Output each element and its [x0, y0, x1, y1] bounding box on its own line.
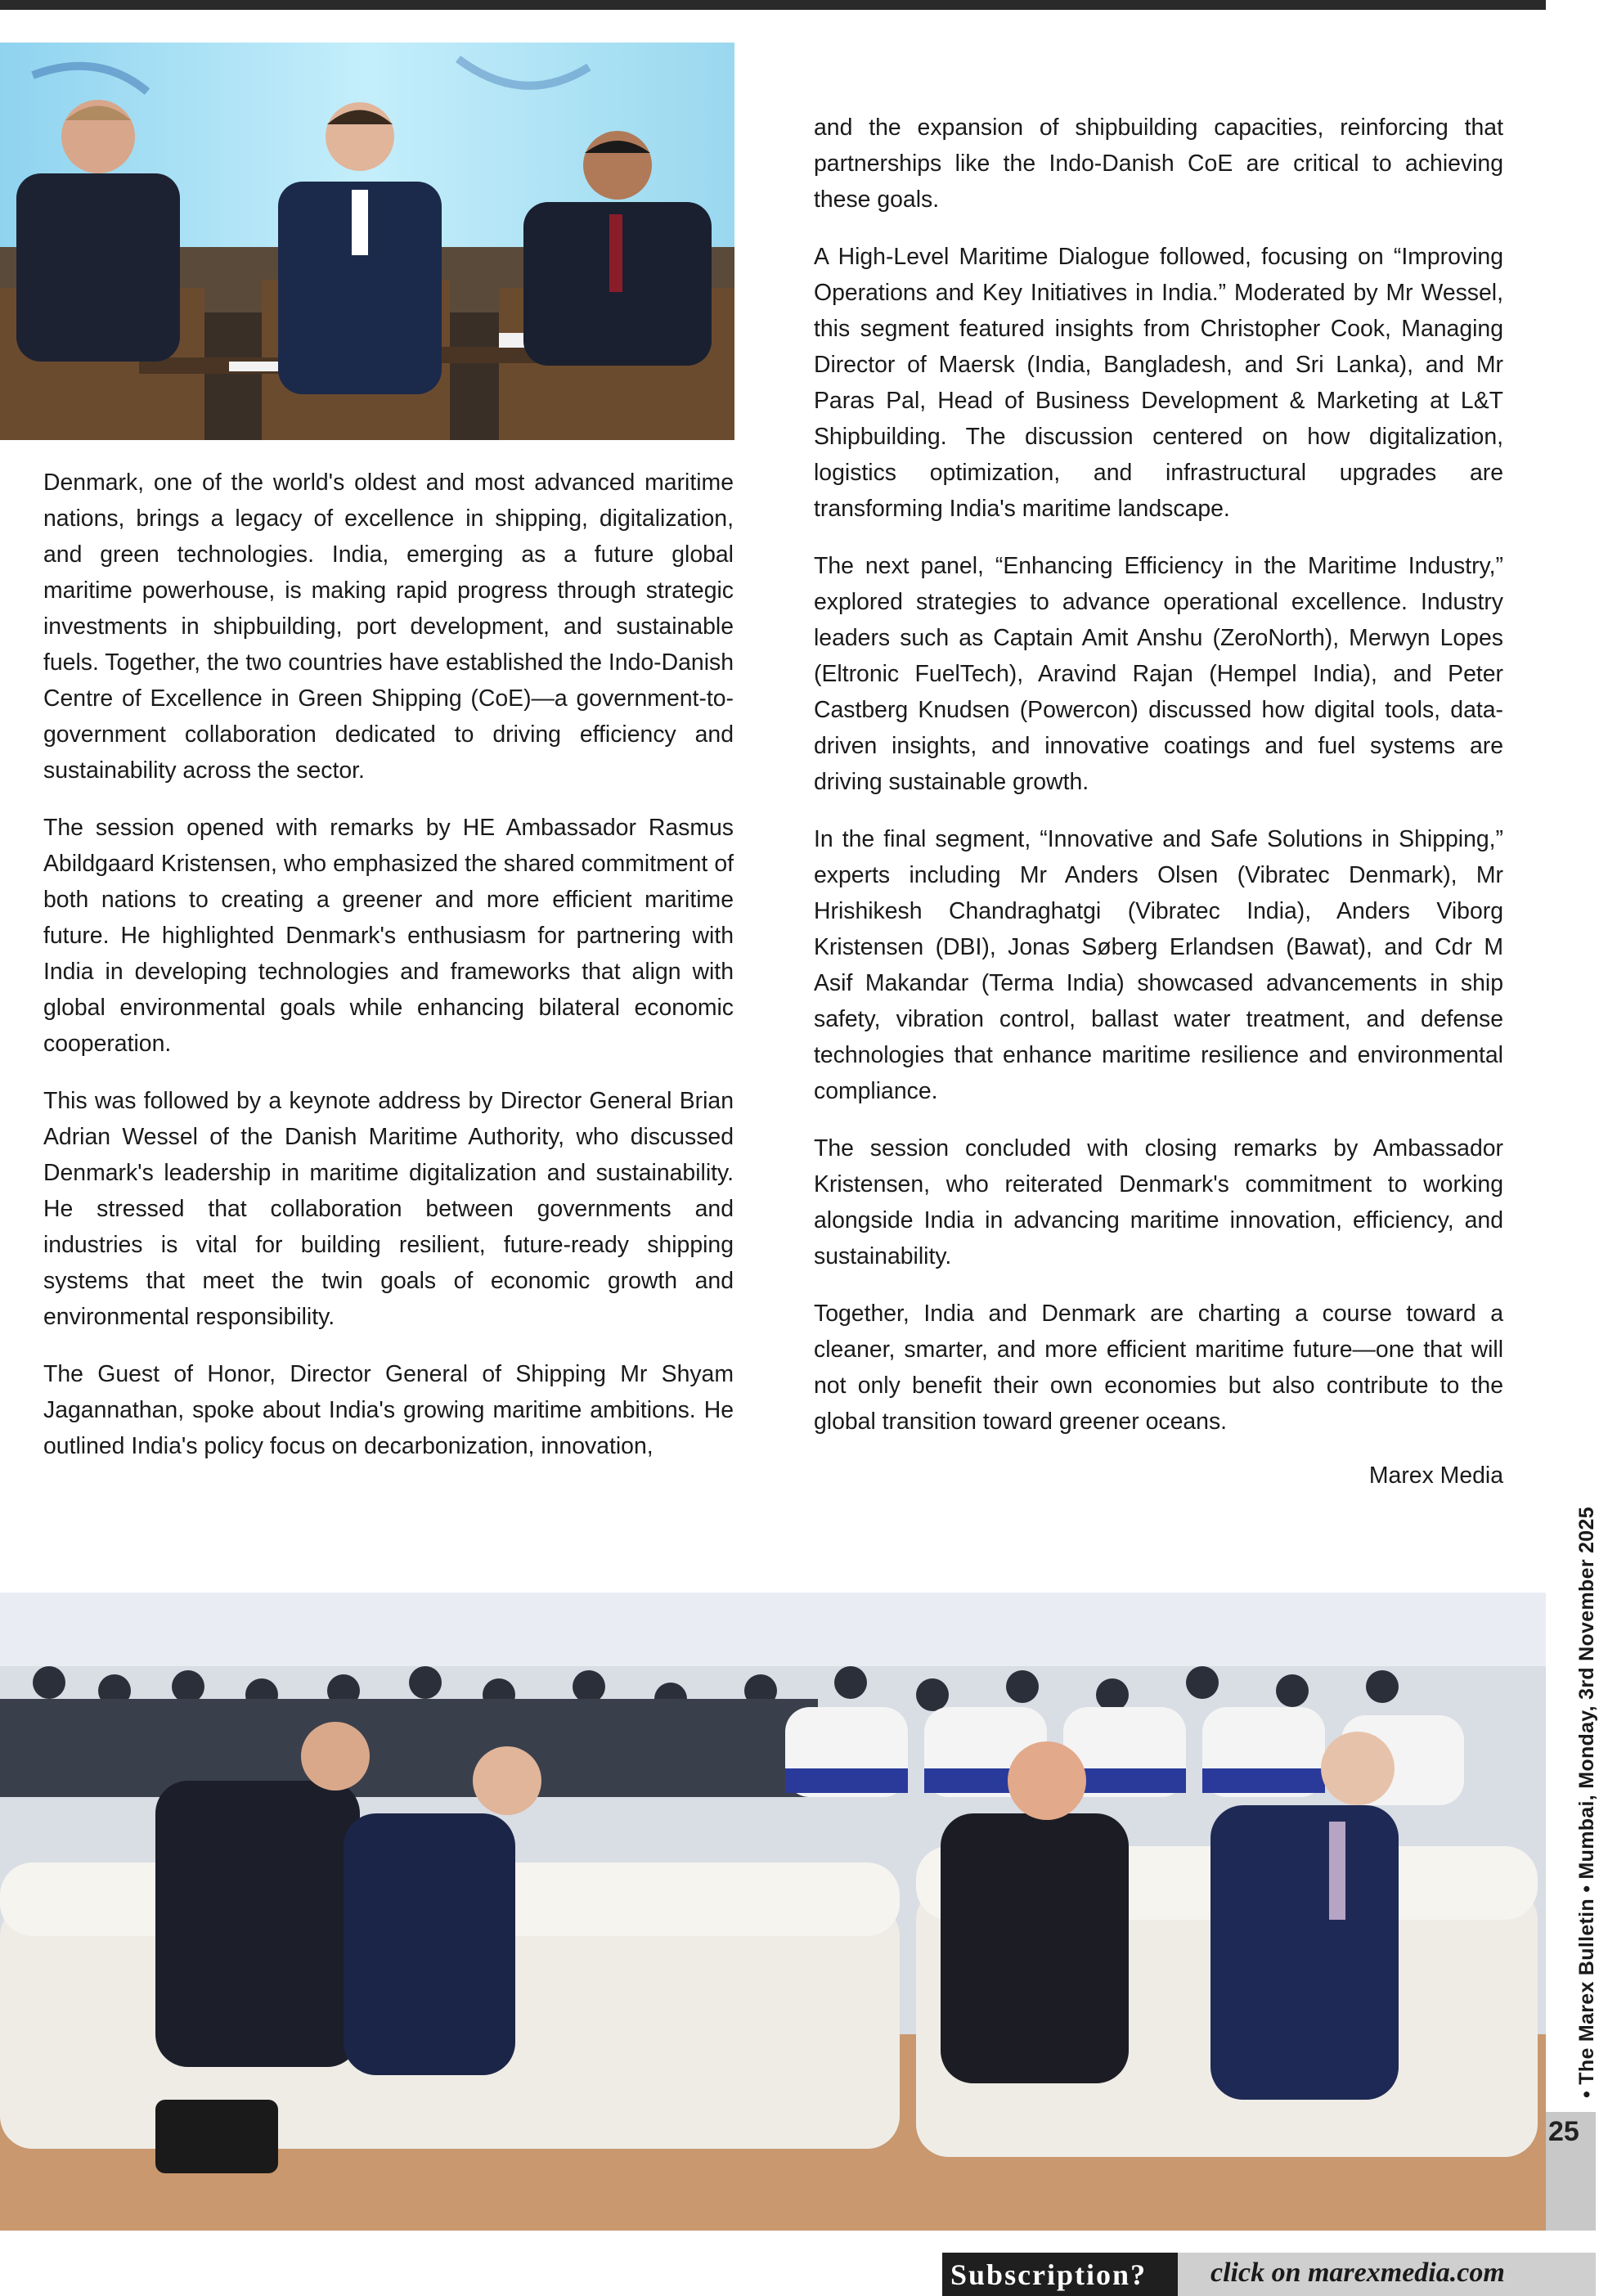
paragraph-safe-solutions: In the final segment, “Innovative and Safe Solutions in Shipping,” experts including Mr Anders Olsen (Vibratec Denmark), Mr Hrishikesh Chandraghatgi (Vibratec India), Anders Viborg Kristensen (DBI), Jonas Søberg Erlandsen (Bawat), and Cdr M Asif Makandar (Terma India) showcased advancements in ship safety, vibration control, ballast water treatment, and defense technologies that enhance maritime resilience and environmental compliance. [814, 826, 1503, 1104]
paragraph-efficiency-panel: The next panel, “Enhancing Efficiency in the Maritime Industry,” explored strategies to advance operational excellence. Industry leaders such as Captain Amit Anshu (ZeroNorth), Merwyn Lopes (Eltronic FuelTech), Aravind Rajan (Hempel India), and Peter Castberg Knudsen (Powercon) discussed how digital tools, data-driven insights, and innovative coatings and fuel systems are driving sustainable growth. [814, 553, 1503, 795]
panel-photo-illustration [0, 43, 734, 440]
article-right-column [814, 110, 1503, 1515]
paragraph-guest-of-honor: The Guest of Honor, Director General of Shipping Mr Shyam Jagannathan, spoke about India's growing maritime ambitions. He outlined India's policy focus on decarbonization, innovation, [43, 1361, 734, 1459]
top-rule [0, 0, 1546, 10]
paragraph-closing-remarks: The session concluded with closing remarks by Ambassador Kristensen, who reiterated Denmark's commitment to working alongside India in advancing maritime innovation, efficiency, and sustainability. [814, 1135, 1503, 1269]
paragraph-denmark-intro: Denmark, one of the world's oldest and most advanced maritime nations, brings a legacy of excellence in shipping, digitalization, and green technologies. India, emerging as a future global maritime powerhouse, is making rapid progress through strategic investments in shipbuilding, port development, and sustainable fuels. Together, the two countries have established the Indo-Danish Centre of Excellence in Green Shipping (CoE)—a government-to-government collaboration dedicated to driving efficiency and sustainability across the sector. [43, 470, 734, 784]
article-left-column [43, 465, 734, 1485]
running-head: • The Marex Bulletin • Mumbai, Monday, 3rd November 2025 [1575, 1507, 1598, 2098]
paragraph-ambassador-remarks: The session opened with remarks by HE Ambassador Rasmus Abildgaard Kristensen, who emphasized the shared commitment of both nations to creating a greener and more efficient maritime future. He highlighted Denmark's enthusiasm for partnering with India in developing technologies and frameworks that align with global environmental goals while enhancing bilateral economic cooperation. [43, 815, 734, 1057]
audience-photo [0, 1593, 1546, 2231]
article-byline: Marex Media [1368, 1463, 1503, 1489]
paragraph-shipbuilding-capacity: and the expansion of shipbuilding capacities, reinforcing that partnerships like the Indo-Danish CoE are critical to achieving these goals. [814, 115, 1503, 213]
page-number: 25 [1548, 2116, 1579, 2147]
website-link[interactable]: click on marexmedia.com [1210, 2258, 1505, 2288]
paragraph-keynote-address: This was followed by a keynote address by Director General Brian Adrian Wessel of the Danish Maritime Authority, who discussed Denmark's leadership in maritime digitalization and sustainability. He stressed that collaboration between governments and industries is vital for building resilient, future-ready shipping systems that meet the twin goals of economic growth and environmental responsibility. [43, 1088, 734, 1330]
panel-discussion-photo [0, 43, 734, 440]
paragraph-high-level-dialogue: A High-Level Maritime Dialogue followed, focusing on “Improving Operations and Key Initiatives in India.” Moderated by Mr Wessel, this segment featured insights from Christopher Cook, Managing Director of Maersk (India, Bangladesh, and Sri Lanka), and Mr Paras Pal, Head of Business Development & Marketing at L&T Shipbuilding. The discussion centered on how digitalization, logistics optimization, and infrastructural upgrades are transforming India's maritime landscape. [814, 244, 1503, 522]
audience-photo-illustration [0, 1593, 1546, 2231]
paragraph-conclusion: Together, India and Denmark are charting a course toward a cleaner, smarter, and more efficient maritime future—one that will not only benefit their own economies but also contribute to the global transition toward greener oceans. [814, 1301, 1503, 1435]
subscription-label[interactable]: Subscription? [950, 2258, 1148, 2291]
